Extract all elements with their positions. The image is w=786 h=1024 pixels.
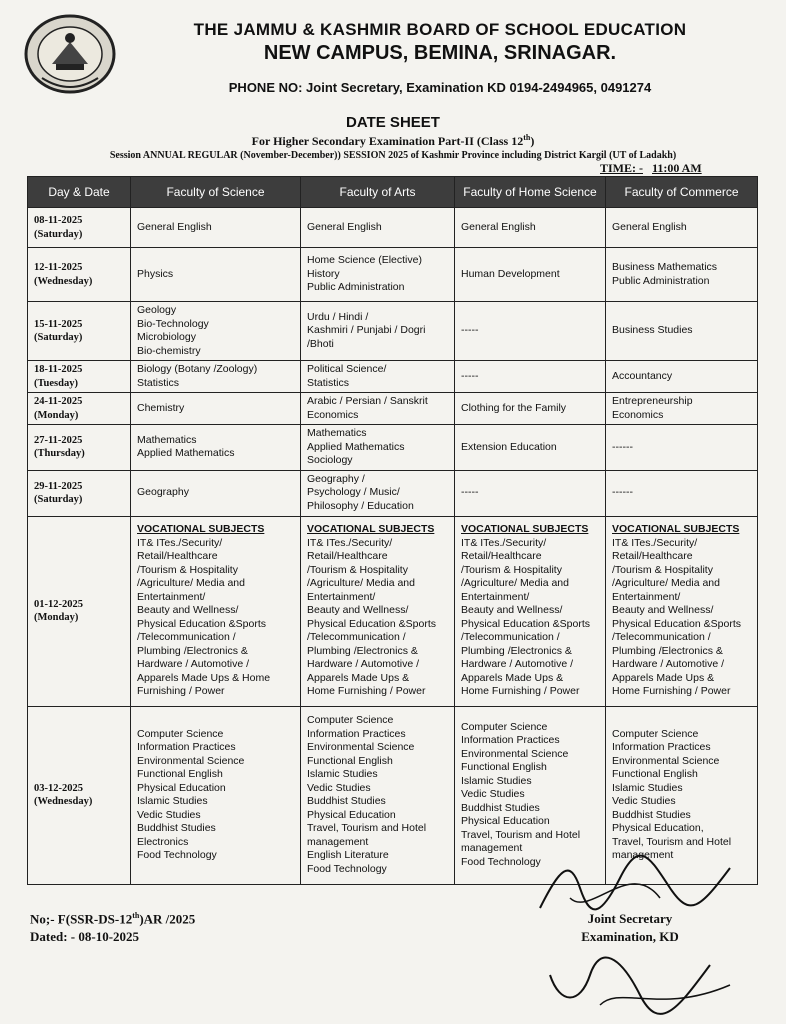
vocational-title: VOCATIONAL SUBJECTS [137,523,265,536]
subject-cell-science [131,361,301,393]
subject-line: Public Administration [612,274,710,287]
subject-line: Public Administration [307,281,405,294]
subject-line: Hardware / Automotive / [137,658,250,671]
subject-cell-arts [301,208,455,248]
exam-date: 12-11-2025 [34,262,83,273]
table-row [28,302,758,361]
subject-line: General English [461,220,536,233]
table-header-row [28,177,758,208]
subject-line: /Telecommunication / [307,631,406,644]
subject-cell-science [131,516,301,706]
subject-line: Biology (Botany /Zoology) [137,363,258,375]
subject-line: Physical Education &Sports [612,617,741,630]
subject-cell-arts [301,361,455,393]
subject-line: Buddhist Studies [461,801,540,814]
subject-line: Entertainment/ [612,590,681,603]
subject-cell-science [131,208,301,248]
subject-line: Hardware / Automotive / [612,658,725,671]
subject-line: History [307,267,340,280]
subject-line: Urdu / Hindi / [307,310,369,323]
subject-line: Travel, Tourism and Hotel [612,835,732,848]
subject-line: Food Technology [307,862,387,875]
subject-line: Beauty and Wellness/ [461,604,563,617]
subject-line: Accountancy [612,369,673,382]
subject-line: Home Science (Elective) [307,254,422,267]
exam-date: 01-12-2025 [34,598,83,610]
subject-cell-arts [301,706,455,884]
subtitle-sup: th [523,133,531,142]
subject-line: Physics [137,267,174,280]
subject-line: Retail/Healthcare [612,550,693,563]
subject-line: Home Furnishing / Power [307,685,426,698]
vocational-title: VOCATIONAL SUBJECTS [461,523,589,536]
subject-line: Human Development [461,267,560,280]
subject-line: Retail/Healthcare [307,550,388,563]
date-cell [28,393,131,425]
subject-line: Entrepreneurship [612,395,693,407]
subject-line: Home Furnishing / Power [612,685,731,698]
subject-line: management [612,849,674,861]
subject-line: Vedic Studies [137,808,201,821]
subject-line: Physical Education &Sports [461,617,590,630]
subject-line: Sociology [307,454,353,466]
subject-line: Computer Science [461,720,548,733]
exam-date: 24-11-2025 [34,396,83,407]
date-cell [28,302,131,361]
subject-line: /Telecommunication / [461,631,560,644]
subject-line: Information Practices [307,727,406,740]
subject-line: Apparels Made Ups & [461,671,564,684]
subject-line: Functional English [612,768,698,780]
subject-line: Environmental Science [612,754,720,767]
subject-line: Islamic Studies [461,774,532,787]
subject-line: Entertainment/ [137,590,206,603]
subject-line: Bio-chemistry [137,344,201,357]
subject-line: Mathematics [307,427,367,439]
subject-line: Business Mathematics [612,261,718,273]
subject-line: Computer Science [307,714,394,726]
subtitle-close: ) [530,134,535,148]
subject-line: Physical Education [307,808,396,821]
subject-line: Buddhist Studies [137,822,216,834]
exam-day: (Saturday) [34,228,83,240]
subject-line: /Tourism & Hospitality [137,563,238,576]
exam-date: 08-11-2025 [34,215,83,226]
subject-line: Physical Education [137,781,226,794]
subject-line: Electronics [137,835,189,848]
subject-line: Retail/Healthcare [137,550,218,563]
subject-line: Home Furnishing / Power [461,685,580,698]
subject-cell-science [131,706,301,884]
subject-line: Geology [137,304,177,316]
subject-line: management [461,842,523,855]
subject-line: ----- [461,369,479,382]
subject-line: Physical Education [461,815,550,828]
subject-line: Entertainment/ [461,590,530,603]
subject-line: Chemistry [137,401,185,414]
subject-cell-commerce [606,425,758,471]
exam-day: (Tuesday) [34,377,78,389]
subject-line: Extension Education [461,440,557,453]
page-title: DATE SHEET [346,114,440,131]
subject-line: Plumbing /Electronics & [461,644,572,657]
subject-line: Vedic Studies [461,788,525,801]
subject-line: Information Practices [461,734,560,747]
subject-line: Information Practices [137,741,236,753]
exam-date: 18-11-2025 [34,364,83,375]
subject-cell-science [131,393,301,425]
subject-line: Geography [137,486,189,499]
subject-line: Geography / [307,472,365,485]
subject-cell-commerce [606,516,758,706]
subject-line: ------ [612,486,633,499]
subject-cell-home [455,361,606,393]
subject-line: Islamic Studies [307,768,378,780]
table-row [28,425,758,471]
subject-line: /Agriculture/ Media and [307,577,415,590]
subject-line: Economics [307,408,359,421]
subject-cell-arts [301,425,455,471]
subject-line: /Tourism & Hospitality [612,563,713,576]
subject-line: Computer Science [137,727,224,740]
subject-line: /Tourism & Hospitality [307,563,408,576]
subject-line: Mathematics [137,433,197,446]
subject-line: Physical Education &Sports [307,617,436,630]
subject-line: Food Technology [461,855,541,868]
subject-line: Physical Education, [612,822,704,834]
reference-number [30,907,195,928]
ref-sup: th [132,911,140,920]
exam-day: (Saturday) [34,332,83,343]
subject-cell-arts [301,516,455,706]
subject-line: Clothing for the Family [461,401,567,414]
table-row [28,248,758,302]
subject-line: IT& ITes./Security/ [137,536,223,549]
subject-line: Apparels Made Ups & [307,671,410,684]
signature-bottom-icon [540,935,740,1015]
subtitle-text: For Higher Secondary Examination Part-II (Class 12 [251,134,524,148]
table-row [28,516,758,706]
subject-line: Environmental Science [307,741,415,753]
table-row [28,393,758,425]
subject-line: Hardware / Automotive / [461,658,574,671]
vocational-title: VOCATIONAL SUBJECTS [612,523,740,536]
board-name: THE JAMMU & KASHMIR BOARD OF SCHOOL EDUCATION [193,20,687,39]
subject-cell-home [455,248,606,302]
subject-cell-commerce [606,470,758,516]
subject-line: management [307,835,369,848]
table-row [28,208,758,248]
subject-cell-science [131,248,301,302]
exam-day: (Saturday) [34,494,83,505]
subject-line: /Bhoti [307,337,334,350]
signatory-dept: Examination, KD [581,929,679,944]
subject-cell-commerce [606,393,758,425]
subject-line: Physical Education &Sports [137,617,266,630]
subject-cell-science [131,470,301,516]
exam-date: 29-11-2025 [34,480,83,492]
subject-line: Statistics [307,376,350,389]
subject-line: Functional English [137,768,223,780]
subject-line: Travel, Tourism and Hotel [307,822,427,834]
exam-time [600,161,702,176]
signatory-title: Joint Secretary [587,911,673,926]
subject-cell-commerce [606,208,758,248]
subject-cell-science [131,302,301,361]
subject-line: Travel, Tourism and Hotel [461,828,581,841]
exam-date: 15-11-2025 [34,318,83,330]
exam-subtitle [0,133,786,149]
campus-address: NEW CAMPUS, BEMINA, SRINAGAR. [263,42,617,64]
subject-cell-home [455,208,606,248]
table-body [28,208,758,885]
date-cell [28,208,131,248]
subject-line: Functional English [461,761,547,774]
vocational-title: VOCATIONAL SUBJECTS [307,523,435,536]
subject-line: Islamic Studies [612,781,683,794]
subject-line: Apparels Made Ups & [612,671,715,684]
subject-cell-home [455,425,606,471]
subject-line: Political Science/ [307,363,387,375]
subject-cell-home [455,470,606,516]
subject-line: ------ [612,440,633,453]
exam-date: 27-11-2025 [34,434,83,446]
subject-line: Applied Mathematics [307,440,405,453]
subject-line: Hardware / Automotive / [307,658,420,671]
time-label: TIME: - [600,161,643,175]
subject-line: Information Practices [612,741,711,753]
session-line: Session ANNUAL REGULAR (November-December)) SESSION 2025 of Kashmir Province including District Kargil (UT of Ladakh) [109,150,677,161]
subject-cell-arts [301,393,455,425]
exam-day: (Wednesday) [34,275,93,287]
date-cell [28,425,131,471]
header-home-science: Faculty of Home Science [455,177,606,208]
subject-line: Economics [612,408,664,421]
reference-block [30,907,195,946]
subject-line: Food Technology [137,849,217,861]
subject-line: English Literature [307,849,389,861]
subject-line: IT& ITes./Security/ [307,536,393,549]
date-cell [28,470,131,516]
subject-cell-science [131,425,301,471]
dated-line: Dated: - 08-10-2025 [30,929,140,945]
exam-day: (Wednesday) [34,796,93,807]
subject-line: Apparels Made Ups & Home [137,671,271,684]
subject-line: /Agriculture/ Media and [461,577,569,590]
subject-line: Plumbing /Electronics & [137,644,248,657]
subject-line: Beauty and Wellness/ [612,604,714,617]
subject-cell-commerce [606,302,758,361]
header-commerce: Faculty of Commerce [606,177,758,208]
subject-line: Plumbing /Electronics & [307,644,418,657]
subject-line: Buddhist Studies [307,795,386,807]
subject-line: /Agriculture/ Media and [612,577,720,590]
subject-line: Environmental Science [461,747,569,760]
subject-line: Microbiology [137,331,196,343]
subject-line: ----- [461,324,479,337]
exam-day: (Monday) [34,612,79,623]
subject-line: General English [612,220,687,233]
subject-line: Arabic / Persian / Sanskrit [307,395,428,407]
subject-line: /Agriculture/ Media and [137,577,245,590]
subject-line: Furnishing / Power [137,685,225,698]
date-cell [28,361,131,393]
table-row [28,361,758,393]
exam-date: 03-12-2025 [34,782,83,794]
subject-line: Beauty and Wellness/ [307,604,409,617]
subject-line: Bio-Technology [137,317,209,330]
subject-line: Applied Mathematics [137,447,235,460]
table-row [28,470,758,516]
subject-line: Business Studies [612,324,693,337]
header-science: Faculty of Science [131,177,301,208]
subject-line: Beauty and Wellness/ [137,604,239,617]
subject-line: General English [307,220,382,233]
subject-line: IT& ITes./Security/ [612,536,698,549]
header-day-date: Day & Date [28,177,131,208]
subject-line: Kashmiri / Punjabi / Dogri [307,324,426,337]
phone-line: PHONE NO: Joint Secretary, Examination KD 0194-2494965, 0491274 [228,80,652,95]
date-cell [28,248,131,302]
subject-cell-home [455,516,606,706]
subject-cell-arts [301,470,455,516]
subject-line: Retail/Healthcare [461,550,542,563]
subject-cell-home [455,393,606,425]
subject-line: Plumbing /Electronics & [612,644,723,657]
subject-line: General English [137,220,212,233]
subject-line: Entertainment/ [307,590,376,603]
subject-line: Islamic Studies [137,795,208,807]
subject-cell-commerce [606,248,758,302]
date-cell [28,706,131,884]
subject-line: Vedic Studies [612,795,676,807]
subject-line: /Tourism & Hospitality [461,563,562,576]
exam-day: (Thursday) [34,448,85,460]
subject-cell-home [455,302,606,361]
date-cell [28,516,131,706]
subject-line: Buddhist Studies [612,808,691,821]
subject-line: /Telecommunication / [137,631,236,644]
subject-line: IT& ITes./Security/ [461,536,547,549]
subject-cell-arts [301,248,455,302]
subject-line: Philosophy / Education [307,499,414,512]
subject-cell-arts [301,302,455,361]
subject-cell-commerce [606,361,758,393]
subject-line: Psychology / Music/ [307,486,400,499]
ref-tail: )AR /2025 [139,911,196,927]
subject-line: /Telecommunication / [612,631,711,644]
ref-text: No;- F(SSR-DS-12 [30,911,133,927]
subject-line: Environmental Science [137,754,245,767]
exam-day: (Monday) [34,409,79,421]
subject-line: Computer Science [612,727,699,740]
header-arts: Faculty of Arts [301,177,455,208]
subject-line: Functional English [307,754,393,767]
date-sheet-table [27,176,758,885]
subject-line: Statistics [137,376,180,389]
subject-line: ----- [461,486,479,499]
subject-line: Vedic Studies [307,781,371,794]
time-value: 11:00 AM [652,161,702,175]
